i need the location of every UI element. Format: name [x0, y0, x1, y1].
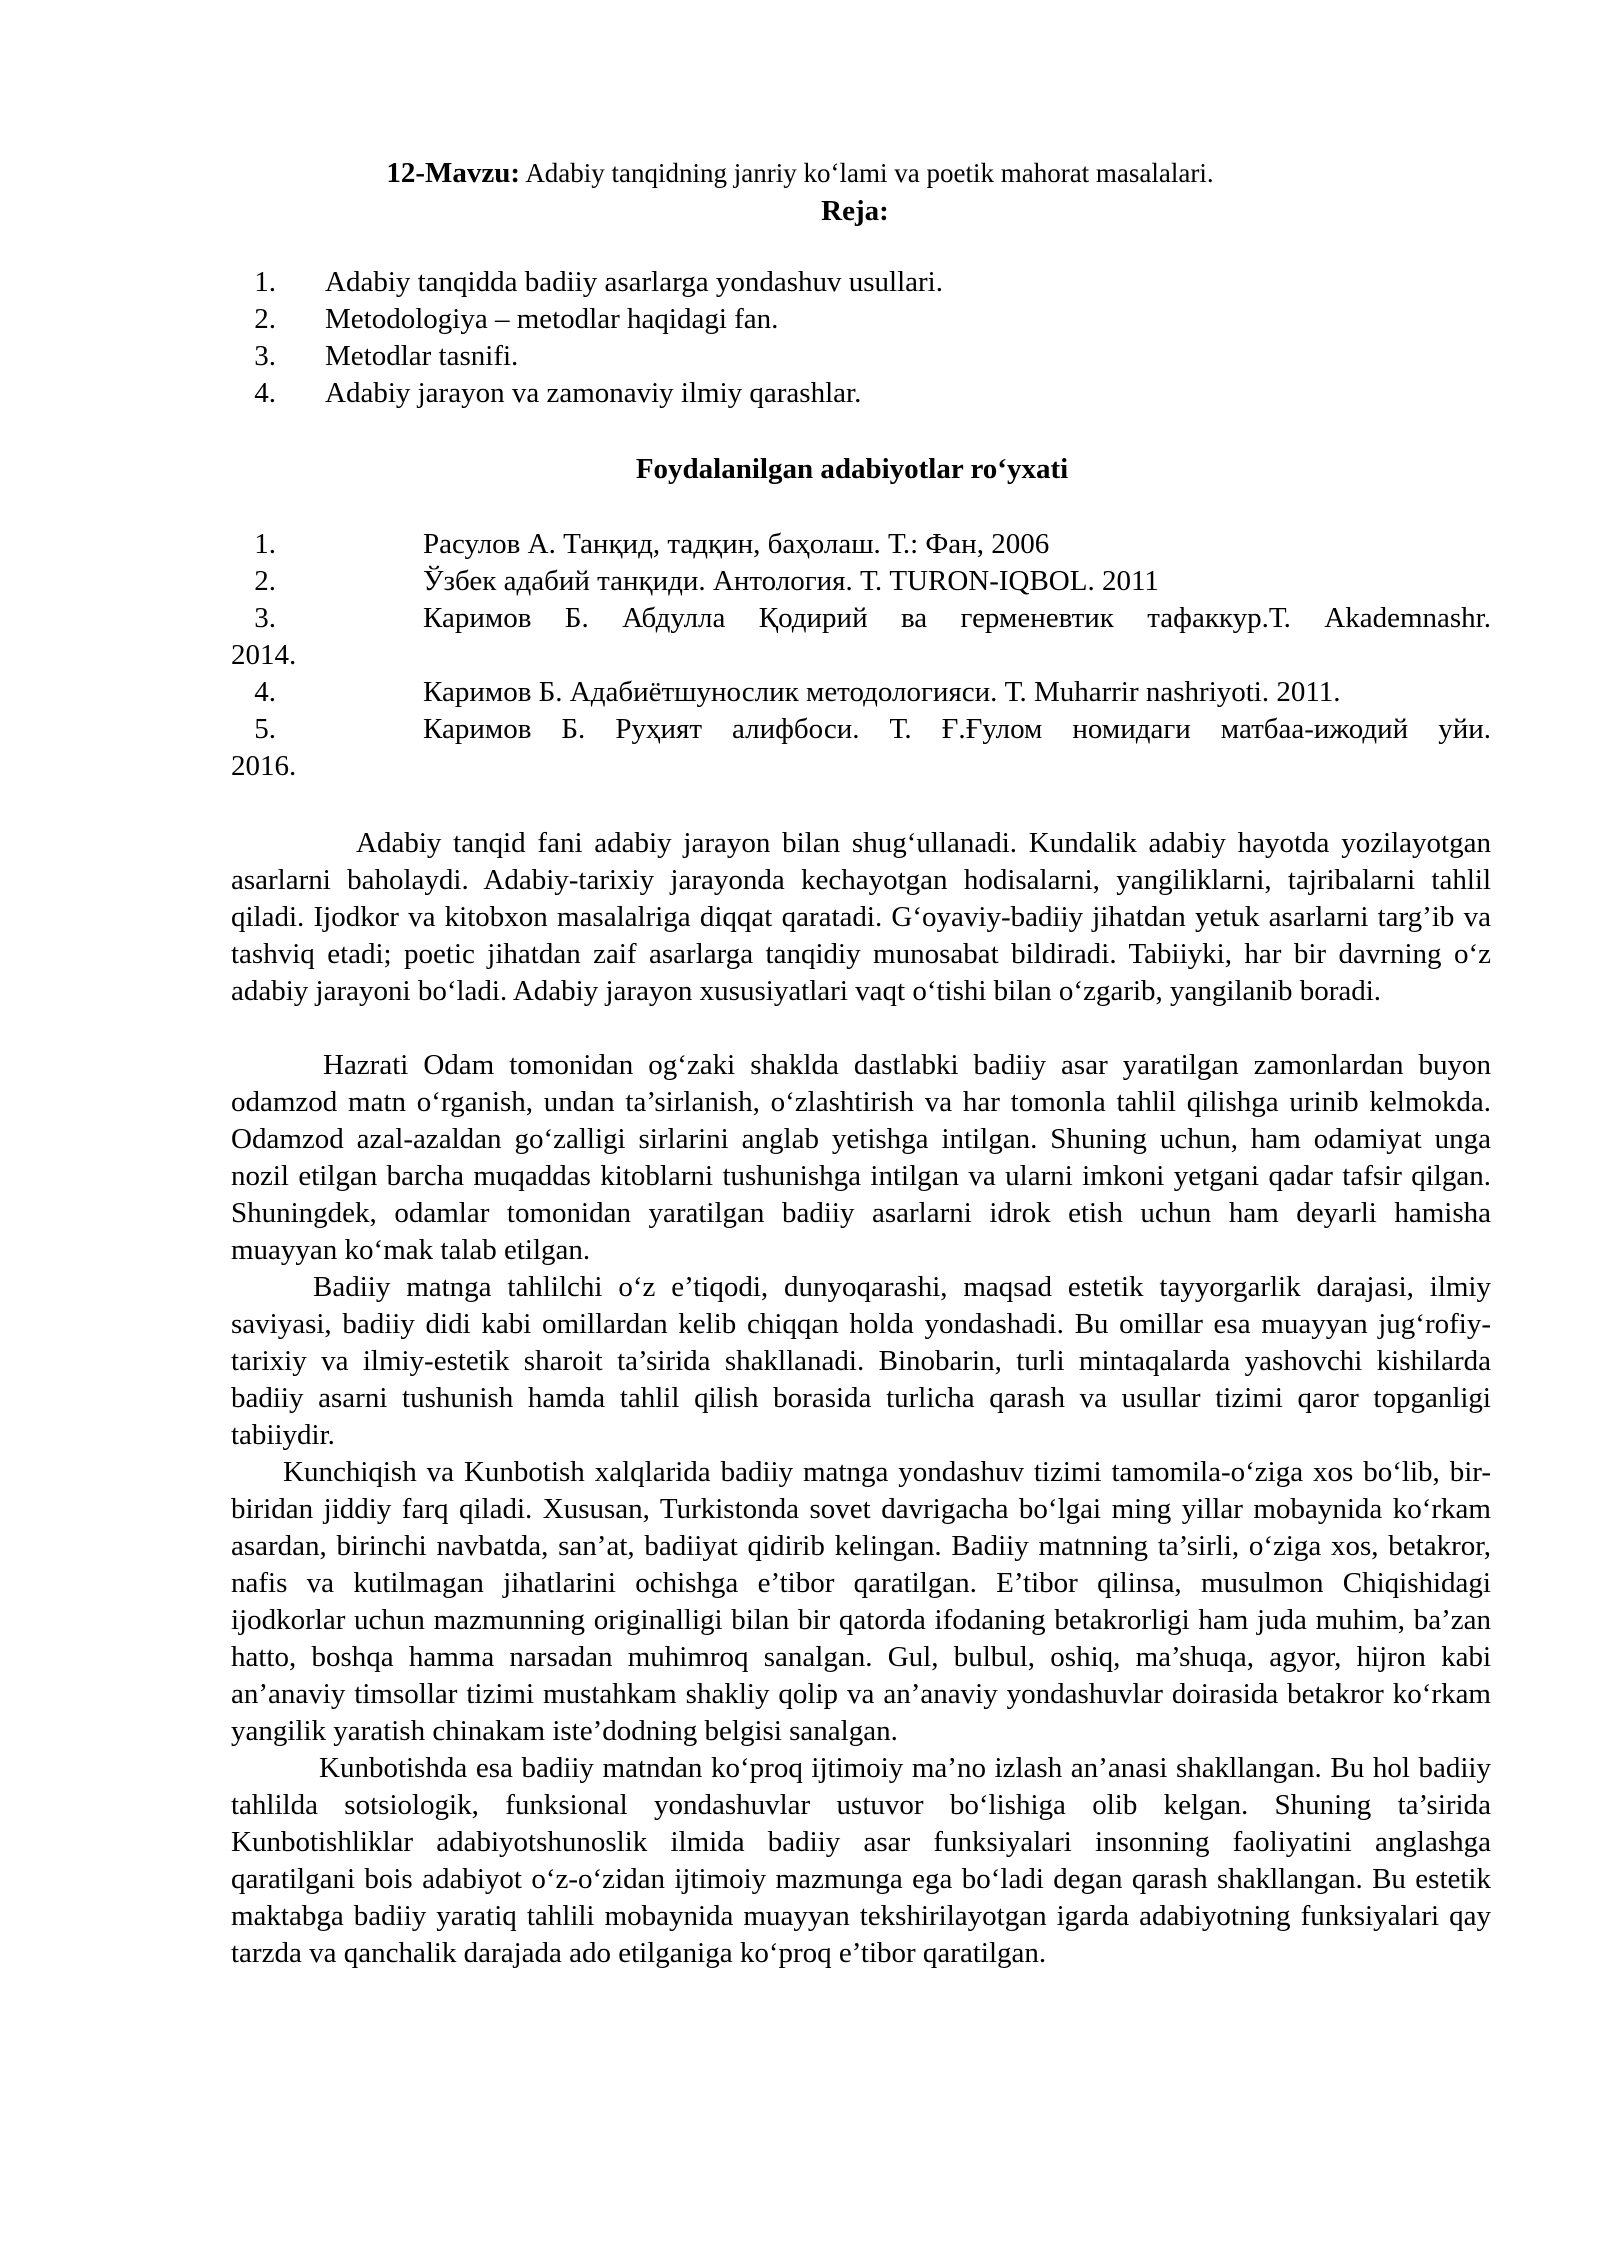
reference-text: Каримов Б. Руҳият алифбоси. Т. Ғ.Ғулом номидаги матбаа-ижодий уйи.: [423, 713, 1491, 745]
plan-list: [231, 264, 1491, 412]
reference-number: 3.: [254, 602, 276, 634]
reference-item: [231, 674, 1491, 711]
references-heading: Foydalanilgan adabiyotlar ro‘yxati: [635, 453, 1069, 485]
plan-item-number: 2.: [254, 303, 276, 335]
paragraph: Badiiy matnga tahlilchi o‘z e’tiqodi, dunyoqarashi, maqsad estetik tayyorgarlik darajasi, ilmiy saviyasi, badiiy didi kabi omillardan kelib chiqqan holda yondashadi. Bu omillar esa muayyan jug‘rofiy-tarixiy va ilmiy-estetik sharoit ta’sirida shakllanadi. Binobarin, turli mintaqalarda yashovchi kishilarda badiiy asarni tushunish hamda tahlil qilish borasida turlicha qarash va usullar tizimi qaror topganligi tabiiydir.: [231, 1271, 1491, 1451]
reference-number: 2.: [254, 565, 276, 597]
plan-item: [231, 375, 1491, 412]
body-text: [231, 825, 1491, 1972]
paragraph: Hazrati Odam tomonidan og‘zaki shaklda dastlabki badiiy asar yaratilgan zamonlardan buyon odamzod matn o‘rganish, undan ta’sirlanish, o‘zlashtirish va har tomonla tahlil qilishga urinib kelmokda. Odamzod azal-azaldan go‘zalligi sirlarini anglab yetishga intilgan. Shuning uchun, ham odamiyat unga nozil etilgan barcha muqaddas kitoblarni tushunishga intilgan va ularni imkoni yetgani qadar tafsir qilgan. Shuningdek, odamlar tomonidan yaratilgan badiiy asarlarni idrok etish uchun ham deyarli hamisha muayyan ko‘mak talab etilgan.: [231, 1049, 1491, 1266]
plan-item-text: Metodologiya – metodlar haqidagi fan.: [325, 303, 779, 335]
reference-item: [231, 600, 1491, 674]
reference-item: [231, 711, 1491, 785]
topic-label: 12-Mavzu:: [386, 157, 521, 189]
reference-continuation: 2014.: [231, 639, 297, 671]
reference-item: [231, 563, 1491, 600]
reference-text: Каримов Б. Абдулла Қодирий ва герменевтик тафаккур.Т. Akademnashr.: [423, 602, 1491, 634]
reference-number: 5.: [254, 713, 276, 745]
reference-continuation: 2016.: [231, 750, 297, 782]
plan-item: [231, 338, 1491, 375]
topic-title-line: [0, 155, 1600, 191]
topic-title: Adabiy tanqidning janriy ko‘lami va poetik mahorat masalalari.: [525, 158, 1214, 188]
reference-number: 4.: [254, 676, 276, 708]
reference-item: [231, 526, 1491, 563]
references-list: [231, 526, 1491, 785]
paragraph: Adabiy tanqid fani adabiy jarayon bilan shug‘ullanadi. Kundalik adabiy hayotda yozilayotgan asarlarni baholaydi. Adabiy-tarixiy jarayonda kechayotgan hodisalarni, yangiliklarni, tajribalarni tahlil qiladi. Ijodkor va kitobxon masalalriga diqqat qaratadi. G‘oyaviy-badiiy jihatdan yetuk asarlarni targ’ib va tashviq etadi; poetic jihatdan zaif asarlarga tanqidiy munosabat bildiradi. Tabiiyki, har bir davrning o‘z adabiy jarayoni bo‘ladi. Adabiy jarayon xususiyatlari vaqt o‘tishi bilan o‘zgarib, yangilanib boradi.: [231, 827, 1491, 1007]
reference-text: Каримов Б. Адабиётшунослик методологияси. Т. Muharrir nashriyoti. 2011.: [423, 676, 1341, 708]
paragraph: Kunchiqish va Kunbotish xalqlarida badiiy matnga yondashuv tizimi tamomila-o‘ziga xos bo‘lib, bir-biridan jiddiy farq qiladi. Xususan, Turkistonda sovet davrigacha bo‘lgai ming yillar mobaynida ko‘rkam asardan, birinchi navbatda, san’at, badiiyat qidirib kelingan. Badiiy matnning ta’sirli, o‘ziga xos, betakror, nafis va kutilmagan jihatlarini ochishga e’tibor qaratilgan. E’tibor qilinsa, musulmon Chiqishidagi ijodkorlar uchun mazmunning originalligi bilan bir qatorda ifodaning betakrorligi ham juda muhim, ba’zan hatto, boshqa hamma narsadan muhimroq sanalgan. Gul, bulbul, oshiq, ma’shuqa, agyor, hijron kabi an’anaviy timsollar tizimi mustahkam shakliy qolip va an’anaviy yondashuvlar doirasida betakror ko‘rkam yangilik yaratish chinakam iste’dodning belgisi sanalgan.: [231, 1456, 1491, 1747]
plan-item-text: Adabiy tanqidda badiiy asarlarga yondashuv usullari.: [325, 266, 943, 298]
reference-number: 1.: [254, 528, 276, 560]
plan-item: [231, 264, 1491, 301]
plan-item-text: Adabiy jarayon va zamonaviy ilmiy qarashlar.: [325, 377, 862, 409]
reference-text: Ўзбек адабий танқиди. Антология. Т. TURON-IQBOL. 2011: [423, 565, 1159, 597]
plan-item-number: 1.: [254, 266, 276, 298]
plan-item-number: 4.: [254, 377, 276, 409]
plan-item-text: Metodlar tasnifi.: [325, 340, 519, 372]
plan-item-number: 3.: [254, 340, 276, 372]
paragraph: Kunbotishda esa badiiy matndan ko‘proq ijtimoiy ma’no izlash an’anasi shakllangan. Bu hol badiiy tahlilda sotsiologik, funksional yondashuvlar ustuvor bo‘lishiga olib kelgan. Shuning ta’sirida Kunbotishliklar adabiyotshunoslik ilmida badiiy asar funksiyalari insonning faoliyatini anglashga qaratilgani bois adabiyot o‘z-o‘zidan ijtimoiy mazmunga ega bo‘ladi degan qarash shakllangan. Bu estetik maktabga badiiy yaratiq tahlili mobaynida muayyan tekshirilayotgan igarda adabiyotning funksiyalari qay tarzda va qanchalik darajada ado etilganiga ko‘proq e’tibor qaratilgan.: [231, 1752, 1491, 1969]
reference-text: Расулов А. Танқид, тадқин, баҳолаш. Т.: Фан, 2006: [423, 528, 1050, 560]
plan-heading: Reja:: [821, 195, 889, 227]
plan-item: [231, 301, 1491, 338]
